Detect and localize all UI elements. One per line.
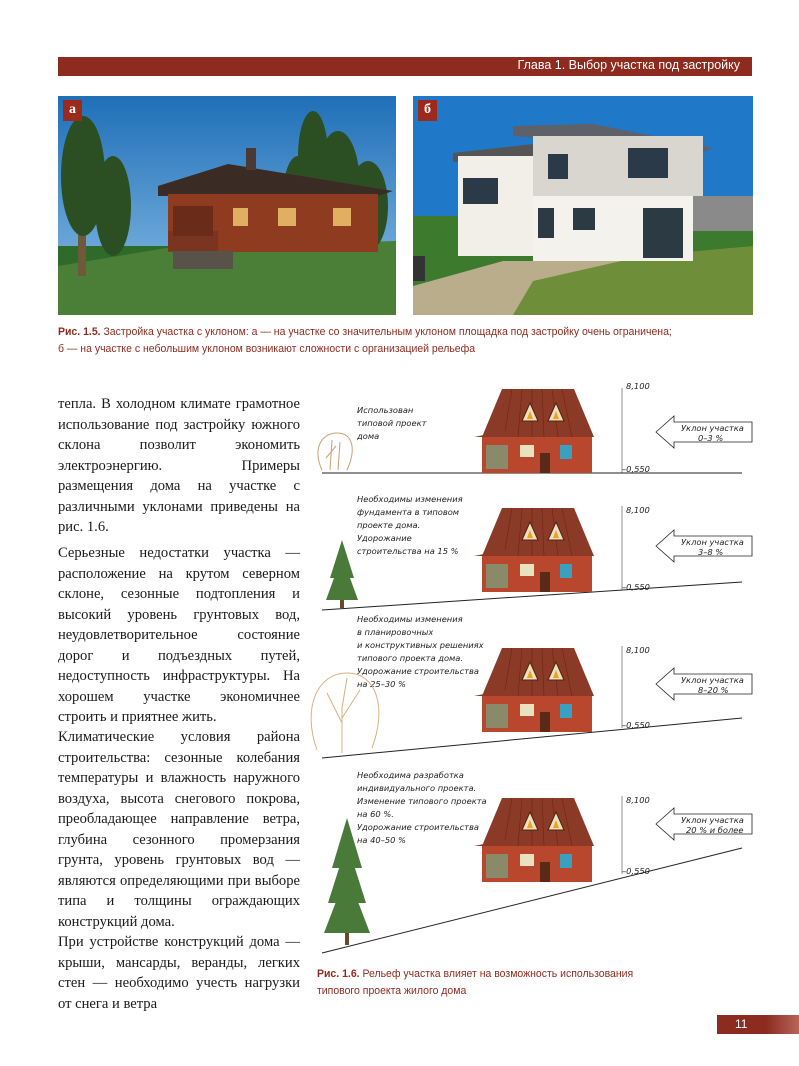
svg-text:3–8 %: 3–8 %: [698, 547, 724, 557]
figure-1-6-label: Рис. 1.6.: [317, 968, 360, 980]
row-4-top-mark: 8,100: [626, 795, 650, 805]
row-1-slope-arrow: [656, 416, 752, 448]
row-1-bottom-mark: –0,550: [622, 464, 650, 474]
row-3-slope-arrow: [656, 668, 752, 700]
paragraph-4: При устройстве конструкций дома — крыши, мансарды, веранды, легких стен — необходимо учесть нагрузки от снега и ветра: [58, 934, 300, 1012]
figure-1-5-caption-line1: Застройка участка с уклоном: а — на участке со значительным уклоном площадка под застройку очень ограничена;: [100, 326, 672, 338]
svg-text:0–3 %: 0–3 %: [698, 433, 724, 443]
svg-text:8–20 %: 8–20 %: [698, 685, 729, 695]
row-2-bottom-mark: –0,550: [622, 582, 650, 592]
row-4-bottom-mark: –0,550: [622, 866, 650, 876]
figure-1-5-caption: [58, 324, 702, 358]
figure-1-5-label: Рис. 1.5.: [58, 326, 101, 338]
row-3-top-mark: 8,100: [626, 645, 650, 655]
row-4-slope-arrow: [656, 808, 752, 840]
figure-1-6-diagram: [302, 378, 764, 958]
paragraph-1: тепла. В холодном климате грамотное использование под застройку южного склона позволит экономить электроэнергию. Примеры размещения дома на участке с различными уклонами приведены на рис. 1.6.: [58, 396, 300, 535]
figure-1-6-caption-line1: Рельеф участка влияет на возможность использования: [359, 968, 634, 980]
photo-label-b: б: [418, 100, 437, 121]
row-3-note: Необходимы изменения в планировочных и конструктивных решениях типового проекта дома. Удорожание строительства на 25–30 %: [357, 614, 484, 689]
svg-text:Уклон участка: Уклон участка: [681, 815, 744, 825]
slope-row-4: [322, 770, 752, 953]
figure-1-6-caption-line2: типового проекта жилого дома: [317, 985, 467, 997]
row-2-note: Необходимы изменения фундамента в типовом проекте дома. Удорожание строительства на 15 %: [357, 494, 463, 556]
row-1-top-mark: 8,100: [626, 381, 650, 391]
figure-1-5-caption-line2: б — на участке с небольшим уклоном возникают сложности с организацией рельефа: [58, 343, 476, 355]
photo-house-steep-slope: [58, 96, 396, 315]
row-2-top-mark: 8,100: [626, 505, 650, 515]
photo-label-a: а: [63, 100, 82, 121]
paragraph-3: Климатические условия района строительства: сезонные колебания температуры и влажность наружного воздуха, высота снегового покрова, преобладающее направление ветра, глубина сезонного промерзания грунта, уровень грунтовых вод — являются определяющими при выборе типа и толщины ограждающих конструкций дома.: [58, 729, 300, 930]
figure-1-6-caption: [317, 966, 722, 1000]
chapter-header-bar: [58, 57, 752, 76]
row-2-slope-arrow: [656, 530, 752, 562]
svg-text:Уклон участка: Уклон участка: [681, 537, 744, 547]
row-3-bottom-mark: –0,550: [622, 720, 650, 730]
slope-row-2: [322, 494, 752, 610]
paragraph-2: Серьезные недостатки участка — расположение на крутом северном склоне, сезонные подтопления и высокий уровень грунтовых вод, неудовлетворительное состояние дорог и подъездных путей, недоступность инфраструктуры. На хорошем участке экономичнее строить и приятнее жить.: [58, 545, 300, 725]
row-2-fir-tree-icon: [326, 540, 358, 608]
svg-text:Уклон участка: Уклон участка: [681, 423, 744, 433]
photo-house-gentle-slope: [413, 96, 753, 315]
slope-row-3: [311, 614, 752, 758]
chapter-title: Глава 1. Выбор участка под застройку: [517, 58, 740, 72]
row-1-note: Использован типовой проект дома: [357, 405, 427, 441]
row-1-bush-icon: [318, 433, 352, 470]
page-number: 11: [717, 1015, 799, 1034]
svg-text:Уклон участка: Уклон участка: [681, 675, 744, 685]
slope-row-1: [318, 381, 752, 474]
row-4-note: Необходима разработка индивидуального проекта. Изменение типового проекта на 60 %. Удорожание строительства на 40–50 %: [357, 770, 487, 845]
svg-text:20 % и более: 20 % и более: [686, 825, 744, 835]
